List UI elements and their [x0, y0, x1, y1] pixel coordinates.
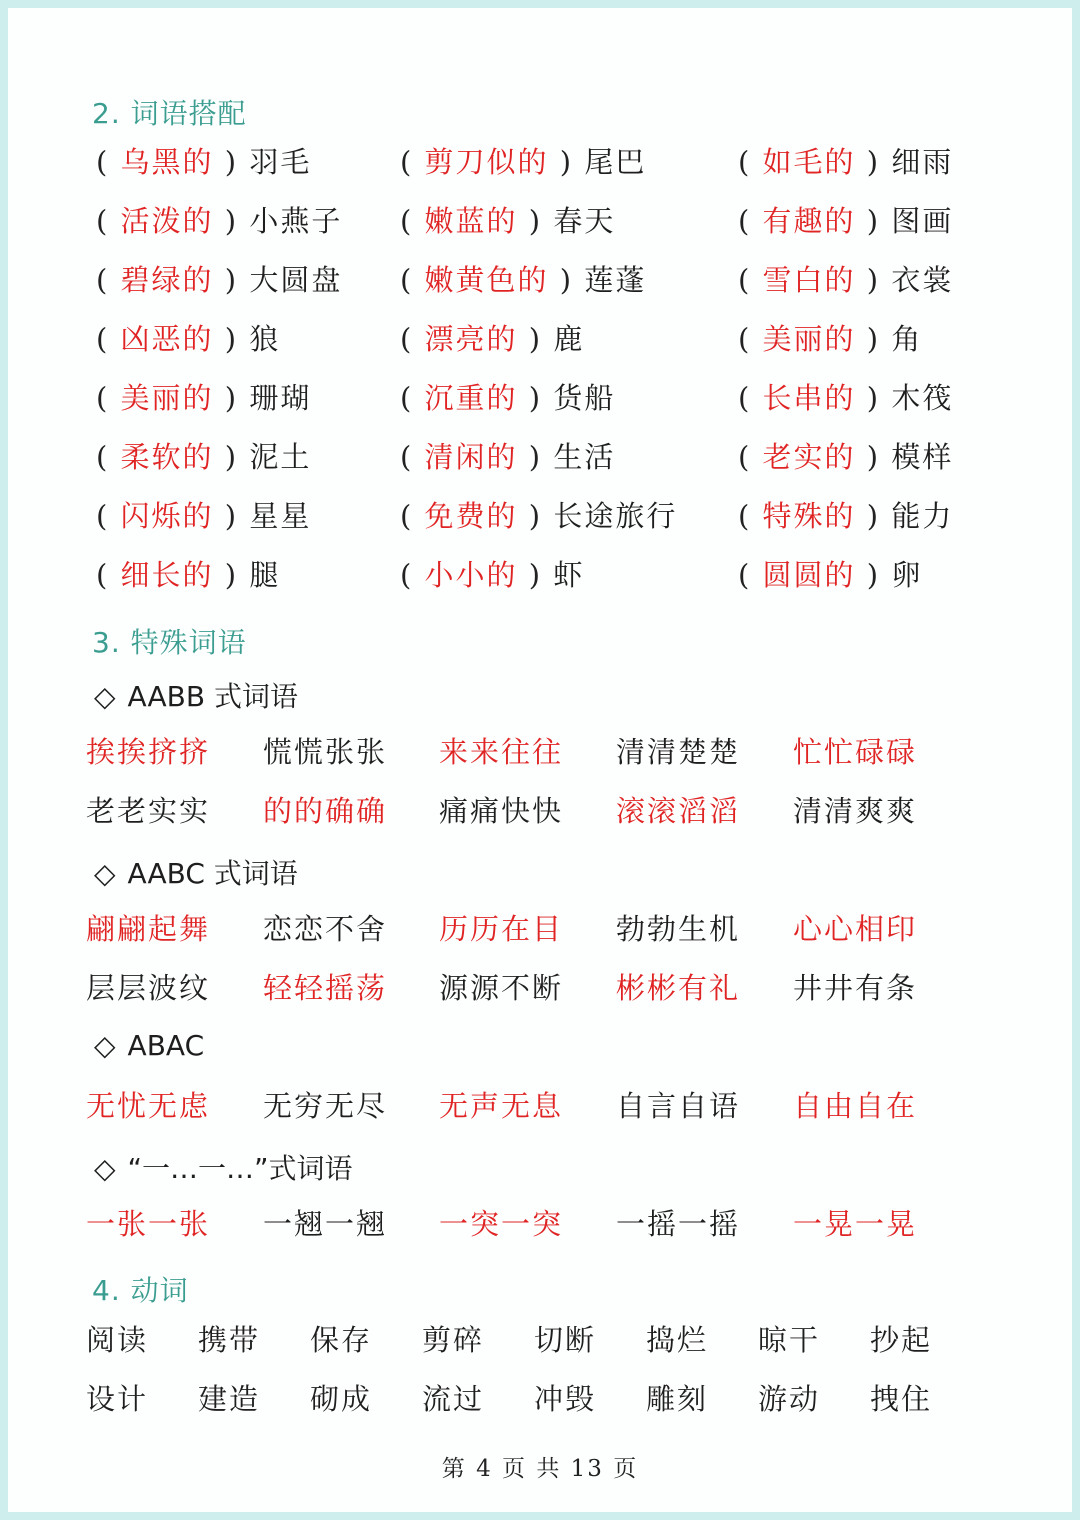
- open-paren: (: [96, 322, 121, 356]
- word-item: 滚滚滔滔: [616, 794, 741, 828]
- word-item: 来来往往: [439, 735, 564, 769]
- verb-item: 携带: [198, 1323, 261, 1357]
- section-title: 4. 动词: [92, 1274, 189, 1307]
- answer-text: 美丽的: [762, 322, 856, 356]
- noun-text: 衣裳: [891, 263, 954, 297]
- word-item: 井井有条: [793, 971, 918, 1005]
- collocation-item: [738, 555, 922, 595]
- verb-item: 剪碎: [422, 1323, 485, 1357]
- collocation-item: [738, 201, 953, 241]
- word-item: 清清楚楚: [616, 735, 741, 769]
- collocation-row: [8, 555, 1072, 595]
- collocation-item: [738, 378, 953, 418]
- collocation-item: [96, 201, 342, 241]
- close-paren: ): [855, 322, 892, 356]
- collocation-item: [400, 319, 584, 359]
- close-paren: ): [548, 145, 585, 179]
- verb-item: 冲毁: [534, 1382, 597, 1416]
- noun-text: 春天: [553, 204, 616, 238]
- answer-text: 细长的: [120, 558, 214, 592]
- answer-text: 如毛的: [762, 145, 856, 179]
- word-item: 无忧无虑: [86, 1089, 211, 1123]
- word-item: 恋恋不舍: [263, 912, 388, 946]
- noun-text: 长途旅行: [553, 499, 678, 533]
- noun-text: 星星: [249, 499, 312, 533]
- answer-text: 剪刀似的: [424, 145, 549, 179]
- noun-text: 角: [891, 322, 923, 356]
- word-item: 无声无息: [439, 1089, 564, 1123]
- answer-text: 长串的: [762, 381, 856, 415]
- noun-text: 细雨: [891, 145, 954, 179]
- answer-text: 美丽的: [120, 381, 214, 415]
- collocation-item: [96, 260, 342, 300]
- verb-item: 游动: [758, 1382, 821, 1416]
- verb-item: 建造: [198, 1382, 261, 1416]
- close-paren: ): [855, 381, 892, 415]
- answer-text: 老实的: [762, 440, 856, 474]
- open-paren: (: [400, 322, 425, 356]
- close-paren: ): [213, 440, 250, 474]
- noun-text: 虾: [553, 558, 585, 592]
- word-item: 慌慌张张: [263, 735, 388, 769]
- answer-text: 特殊的: [762, 499, 856, 533]
- open-paren: (: [96, 381, 121, 415]
- collocation-item: [400, 378, 615, 418]
- word-item: 一突一突: [439, 1207, 564, 1241]
- verb-item: 切断: [534, 1323, 597, 1357]
- verb-item: 阅读: [86, 1323, 149, 1357]
- subsection-label: [94, 1147, 353, 1187]
- noun-text: 生活: [553, 440, 616, 474]
- subsection-label-text: AABC 式词语: [127, 857, 298, 890]
- open-paren: (: [738, 440, 763, 474]
- answer-text: 免费的: [424, 499, 518, 533]
- close-paren: ): [213, 499, 250, 533]
- open-paren: (: [96, 145, 121, 179]
- collocation-row: [8, 142, 1072, 182]
- open-paren: (: [738, 558, 763, 592]
- noun-text: 大圆盘: [249, 263, 343, 297]
- answer-text: 柔软的: [120, 440, 214, 474]
- collocation-item: [400, 555, 584, 595]
- word-row: [8, 732, 1072, 772]
- answer-text: 乌黑的: [120, 145, 214, 179]
- answer-text: 小小的: [424, 558, 518, 592]
- verb-item: 流过: [422, 1382, 485, 1416]
- noun-text: 货船: [553, 381, 616, 415]
- diamond-icon: ◇: [94, 1029, 116, 1062]
- collocation-row: [8, 201, 1072, 241]
- close-paren: ): [855, 145, 892, 179]
- collocation-item: [738, 319, 922, 359]
- diamond-icon: ◇: [94, 680, 116, 713]
- close-paren: ): [213, 145, 250, 179]
- close-paren: ): [213, 322, 250, 356]
- word-item: 老老实实: [86, 794, 211, 828]
- answer-text: 凶恶的: [120, 322, 214, 356]
- word-item: 轻轻摇荡: [263, 971, 388, 1005]
- diamond-icon: ◇: [94, 857, 116, 890]
- close-paren: ): [855, 263, 892, 297]
- open-paren: (: [400, 145, 425, 179]
- word-item: 自由自在: [793, 1089, 918, 1123]
- word-item: 彬彬有礼: [616, 971, 741, 1005]
- noun-text: 木筏: [891, 381, 954, 415]
- close-paren: ): [855, 204, 892, 238]
- noun-text: 能力: [891, 499, 954, 533]
- open-paren: (: [400, 558, 425, 592]
- noun-text: 模样: [891, 440, 954, 474]
- close-paren: ): [517, 322, 554, 356]
- answer-text: 嫩蓝的: [424, 204, 518, 238]
- subsection-label-text: ABAC: [127, 1029, 205, 1062]
- subsection-label: [94, 1029, 204, 1062]
- close-paren: ): [517, 381, 554, 415]
- verb-item: 拽住: [870, 1382, 933, 1416]
- word-row: [8, 791, 1072, 831]
- open-paren: (: [400, 381, 425, 415]
- open-paren: (: [96, 263, 121, 297]
- collocation-item: [738, 496, 953, 536]
- page-number: 第 4 页 共 13 页: [441, 1456, 639, 1482]
- open-paren: (: [400, 440, 425, 474]
- word-row: [8, 1086, 1072, 1126]
- noun-text: 鹿: [553, 322, 585, 356]
- word-item: 一晃一晃: [793, 1207, 918, 1241]
- collocation-row: [8, 319, 1072, 359]
- collocation-item: [400, 142, 646, 182]
- answer-text: 漂亮的: [424, 322, 518, 356]
- collocation-row: [8, 496, 1072, 536]
- close-paren: ): [213, 263, 250, 297]
- word-item: 挨挨挤挤: [86, 735, 211, 769]
- answer-text: 清闲的: [424, 440, 518, 474]
- noun-text: 小燕子: [249, 204, 343, 238]
- word-item: 无穷无尽: [263, 1089, 388, 1123]
- word-item: 忙忙碌碌: [793, 735, 918, 769]
- open-paren: (: [400, 204, 425, 238]
- open-paren: (: [96, 499, 121, 533]
- open-paren: (: [738, 322, 763, 356]
- noun-text: 图画: [891, 204, 954, 238]
- word-item: 翩翩起舞: [86, 912, 211, 946]
- open-paren: (: [400, 499, 425, 533]
- verb-item: 雕刻: [646, 1382, 709, 1416]
- noun-text: 羽毛: [249, 145, 312, 179]
- open-paren: (: [96, 440, 121, 474]
- collocation-row: [8, 260, 1072, 300]
- answer-text: 嫩黄色的: [424, 263, 549, 297]
- open-paren: (: [738, 204, 763, 238]
- word-item: 层层波纹: [86, 971, 211, 1005]
- subsection-label-text: “一…一…”式词语: [127, 1152, 353, 1185]
- word-row: [8, 1204, 1072, 1244]
- collocation-item: [738, 260, 953, 300]
- close-paren: ): [548, 263, 585, 297]
- word-item: 勃勃生机: [616, 912, 741, 946]
- collocation-row: [8, 378, 1072, 418]
- open-paren: (: [96, 558, 121, 592]
- diamond-icon: ◇: [94, 1152, 116, 1185]
- noun-text: 莲蓬: [584, 263, 647, 297]
- close-paren: ): [855, 558, 892, 592]
- collocation-item: [400, 437, 615, 477]
- answer-text: 活泼的: [120, 204, 214, 238]
- word-item: 自言自语: [616, 1089, 741, 1123]
- collocation-row: [8, 437, 1072, 477]
- collocation-item: [96, 437, 311, 477]
- noun-text: 腿: [249, 558, 281, 592]
- close-paren: ): [517, 558, 554, 592]
- close-paren: ): [855, 499, 892, 533]
- verb-item: 砌成: [310, 1382, 373, 1416]
- collocation-item: [400, 201, 615, 241]
- word-item: 的的确确: [263, 794, 388, 828]
- open-paren: (: [738, 263, 763, 297]
- section-title: 3. 特殊词语: [92, 626, 247, 659]
- collocation-item: [400, 496, 677, 536]
- answer-text: 沉重的: [424, 381, 518, 415]
- verb-item: 捣烂: [646, 1323, 709, 1357]
- word-item: 历历在目: [439, 912, 564, 946]
- open-paren: (: [738, 499, 763, 533]
- verb-row: [8, 1320, 1072, 1360]
- close-paren: ): [213, 204, 250, 238]
- word-row: [8, 909, 1072, 949]
- close-paren: ): [517, 499, 554, 533]
- answer-text: 雪白的: [762, 263, 856, 297]
- verb-item: 保存: [310, 1323, 373, 1357]
- collocation-item: [738, 142, 953, 182]
- word-item: 清清爽爽: [793, 794, 918, 828]
- subsection-label-text: AABB 式词语: [127, 680, 298, 713]
- verb-item: 设计: [86, 1382, 149, 1416]
- subsection-label: [94, 852, 298, 892]
- word-item: 一翘一翘: [263, 1207, 388, 1241]
- open-paren: (: [400, 263, 425, 297]
- collocation-item: [96, 142, 311, 182]
- noun-text: 珊瑚: [249, 381, 312, 415]
- close-paren: ): [213, 381, 250, 415]
- collocation-item: [96, 319, 280, 359]
- noun-text: 泥土: [249, 440, 312, 474]
- close-paren: ): [213, 558, 250, 592]
- collocation-item: [400, 260, 646, 300]
- word-item: 痛痛快快: [439, 794, 564, 828]
- word-item: 心心相印: [793, 912, 918, 946]
- collocation-item: [738, 437, 953, 477]
- verb-item: 晾干: [758, 1323, 821, 1357]
- open-paren: (: [96, 204, 121, 238]
- word-item: 一摇一摇: [616, 1207, 741, 1241]
- verb-row: [8, 1379, 1072, 1419]
- close-paren: ): [855, 440, 892, 474]
- noun-text: 卵: [891, 558, 923, 592]
- word-item: 源源不断: [439, 971, 564, 1005]
- word-row: [8, 968, 1072, 1008]
- answer-text: 有趣的: [762, 204, 856, 238]
- close-paren: ): [517, 440, 554, 474]
- noun-text: 尾巴: [584, 145, 647, 179]
- answer-text: 圆圆的: [762, 558, 856, 592]
- answer-text: 碧绿的: [120, 263, 214, 297]
- word-item: 一张一张: [86, 1207, 211, 1241]
- noun-text: 狼: [249, 322, 281, 356]
- open-paren: (: [738, 381, 763, 415]
- collocation-item: [96, 555, 280, 595]
- collocation-item: [96, 378, 311, 418]
- collocation-item: [96, 496, 311, 536]
- open-paren: (: [738, 145, 763, 179]
- section-title: 2. 词语搭配: [92, 97, 247, 130]
- close-paren: ): [517, 204, 554, 238]
- subsection-label: [94, 675, 298, 715]
- verb-item: 抄起: [870, 1323, 933, 1357]
- answer-text: 闪烁的: [120, 499, 214, 533]
